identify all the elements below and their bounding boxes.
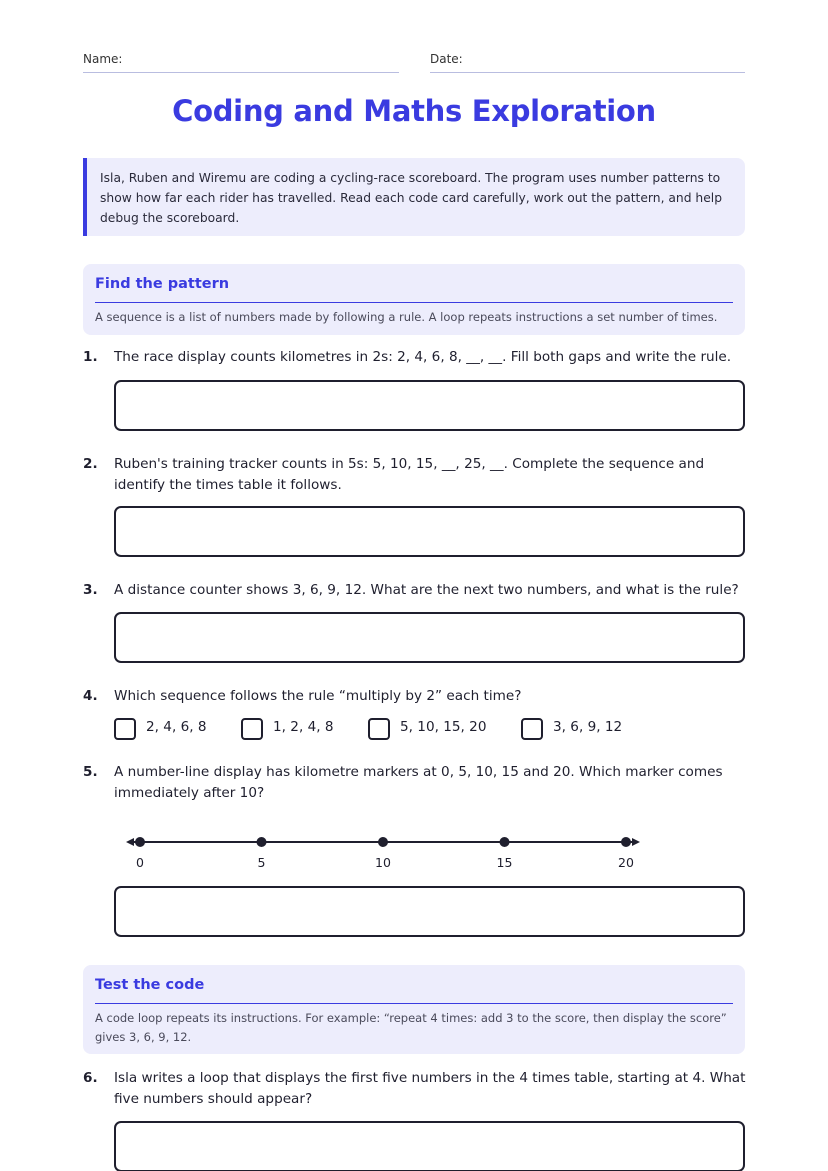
section-description: A code loop repeats its instructions. For example: “repeat 4 times: add 3 to the score, then display the score” gives 3, 6, 9, 12. (95, 1011, 727, 1044)
number-line-label: 5 (257, 855, 266, 870)
section-test-the-code (83, 965, 745, 1054)
number-line-marker (500, 837, 510, 847)
section-description: A sequence is a list of numbers made by following a rule. A loop repeats instructions a set number of times. (95, 310, 718, 324)
name-label: Name: (83, 52, 123, 66)
answer-box-5[interactable] (114, 886, 745, 937)
number-line-marker (257, 837, 267, 847)
number-line-marker (621, 837, 631, 847)
answer-box-2[interactable] (114, 506, 745, 557)
question-number: 4. (83, 688, 98, 704)
answer-options (114, 717, 745, 741)
checkbox[interactable] (241, 718, 263, 740)
number-line-graphic (120, 830, 650, 876)
answer-box-3[interactable] (114, 612, 745, 663)
question-number: 6. (83, 1070, 98, 1086)
question-text: A number-line display has kilometre markers at 0, 5, 10, 15 and 20. Which marker comes immediately after 10? (114, 764, 723, 801)
question-number: 3. (83, 582, 98, 598)
arrow-right-icon (632, 838, 640, 846)
student-info-row (83, 52, 745, 74)
question-text: The race display counts kilometres in 2s: 2, 4, 6, 8, __, __. Fill both gaps and write the rule. (114, 349, 732, 365)
number-line-marker (135, 837, 145, 847)
number-line-label: 20 (618, 855, 634, 870)
date-field[interactable] (430, 52, 745, 73)
answer-box-6[interactable] (114, 1121, 745, 1171)
date-label: Date: (430, 52, 463, 66)
checkbox[interactable] (521, 718, 543, 740)
section-find-the-pattern (83, 264, 745, 335)
question-number: 5. (83, 764, 98, 780)
option-label: 5, 10, 15, 20 (400, 719, 487, 735)
number-line-label: 15 (496, 855, 513, 870)
number-line (120, 830, 650, 876)
question-text: Isla writes a loop that displays the first five numbers in the 4 times table, starting at 4. What five numbers should appear? (114, 1070, 746, 1107)
question-text: Which sequence follows the rule “multiply by 2” each time? (114, 688, 522, 704)
section-title: Test the code (95, 975, 733, 1004)
question-number: 1. (83, 349, 98, 365)
checkbox[interactable] (114, 718, 136, 740)
name-field[interactable] (83, 52, 399, 73)
number-line-label: 0 (136, 855, 144, 870)
page-title: Coding and Maths Exploration (172, 94, 656, 128)
option-label: 2, 4, 6, 8 (146, 719, 207, 735)
checkbox[interactable] (368, 718, 390, 740)
number-line-label: 10 (375, 855, 391, 870)
answer-box-1[interactable] (114, 380, 745, 431)
question-text: A distance counter shows 3, 6, 9, 12. What are the next two numbers, and what is the rule? (114, 582, 739, 598)
intro-callout: Isla, Ruben and Wiremu are coding a cycling-race scoreboard. The program uses number patterns to show how far each rider has travelled. Read each code card carefully, work out the pattern, and help debug the scoreboard. (83, 158, 745, 236)
number-line-marker (378, 837, 388, 847)
section-title: Find the pattern (95, 274, 733, 303)
question-text: Ruben's training tracker counts in 5s: 5, 10, 15, __, 25, __. Complete the sequence and identify the times table it follows. (114, 456, 705, 493)
option-label: 1, 2, 4, 8 (273, 719, 334, 735)
question-number: 2. (83, 456, 98, 472)
option-label: 3, 6, 9, 12 (553, 719, 623, 735)
arrow-left-icon (126, 838, 134, 846)
